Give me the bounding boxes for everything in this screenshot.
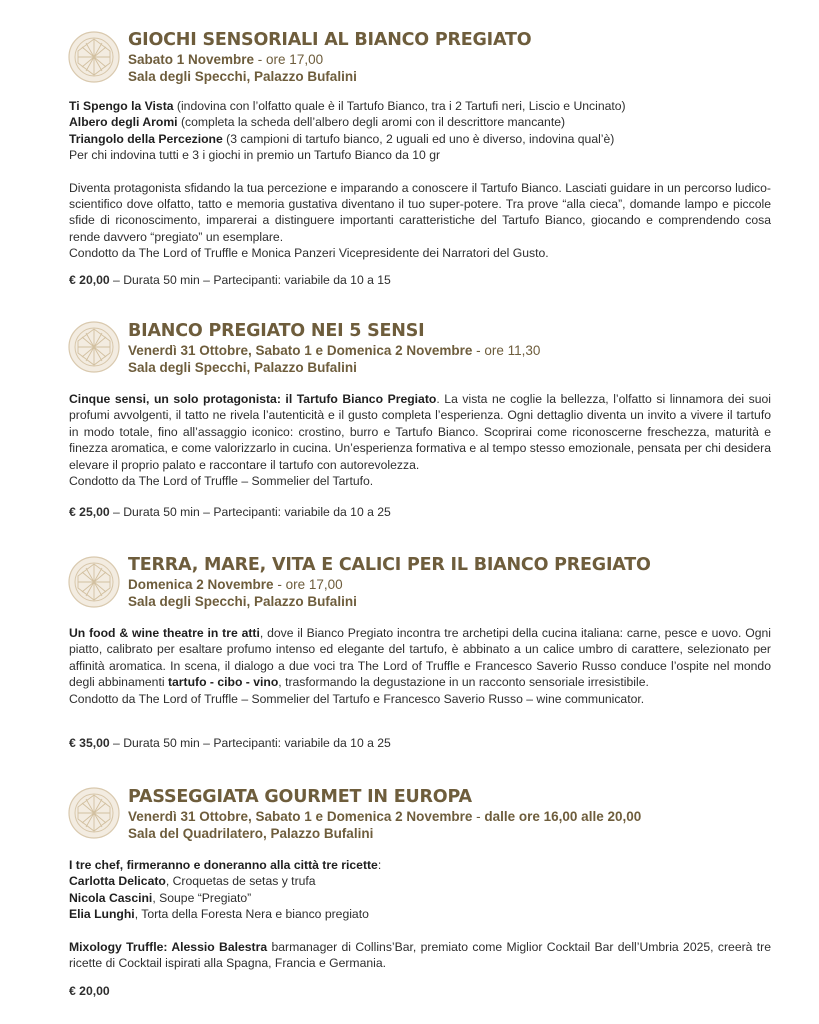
truffle-emblem-icon [68, 321, 120, 373]
event-date [128, 576, 779, 593]
event-time: ore 17,00 [266, 52, 324, 67]
mixology-lead: Mixology Truffle: Alessio Balestra [69, 939, 268, 954]
game-line [69, 131, 771, 147]
event-description: Diventa protagonista sfidando la tua percezione e imparando a conoscere il Tartufo Bianco. Lasciati guidare in un percorso ludico-scientifico dove olfatto, tatto e memoria gustativa diventano il tuo super-potere. Tra prove “alla cieca”, domande lampo e piccole sfide di riconoscimento, imparerai a distinguere importanti caratteristiche del Tartufo Bianco, giocando e comprendendo cosa rende davvero “pregiato” un esemplare. [69, 180, 771, 244]
game-desc: (3 campioni di tartufo bianco, 2 uguali ed uno è diverso, indovina qual’è) [222, 131, 615, 146]
event-venue: Sala degli Specchi, Palazzo Bufalini [128, 594, 357, 609]
truffle-emblem-icon [68, 787, 120, 839]
chef-line [69, 873, 771, 889]
game-name: Albero degli Aromi [69, 115, 178, 130]
chefs-intro-end: : [377, 858, 382, 872]
event-description [69, 625, 771, 691]
chef-name: Nicola Cascini [69, 890, 153, 905]
game-name: Triangolo della Percezione [69, 131, 223, 146]
game-desc: (indovina con l’olfatto quale è il Tartufo Bianco, tra i 2 Tartufi neri, Liscio e Uncinato) [173, 99, 626, 113]
event-date-separator: - [273, 577, 286, 592]
chefs-intro-text: I tre chef, firmeranno e doneranno alla città tre ricette [69, 858, 378, 872]
event-price-line [69, 273, 391, 287]
event-title: TERRA, MARE, VITA E CALICI PER IL BIANCO PREGIATO [128, 555, 651, 575]
mixology-line [69, 939, 771, 972]
event-details: – Durata 50 min – Partecipanti: variabile da 10 a 25 [109, 505, 391, 519]
event-title: GIOCHI SENSORIALI AL BIANCO PREGIATO [128, 30, 532, 50]
event-price-line [69, 736, 391, 750]
event-description [69, 391, 771, 473]
truffle-emblem-icon [68, 556, 120, 608]
event-title: PASSEGGIATA GOURMET IN EUROPA [128, 787, 472, 807]
event-date-separator: - [472, 809, 485, 824]
event-host: Condotto da The Lord of Truffle e Monica Panzeri Vicepresidente dei Narratori del Gusto. [69, 246, 549, 261]
event-emphasis: tartufo - cibo - vino [167, 675, 279, 690]
event-price: € 20,00 [69, 984, 110, 998]
event-details: – Durata 50 min – Partecipanti: variabile da 10 a 15 [109, 273, 391, 287]
chef-line [69, 906, 771, 922]
event-price-line [69, 984, 110, 998]
truffle-emblem-icon [68, 31, 120, 83]
event-time: dalle ore 16,00 alle 20,00 [484, 809, 642, 824]
chef-name: Elia Lunghi [69, 907, 135, 922]
chef-line [69, 890, 771, 906]
chefs-intro [69, 857, 771, 873]
event-header [128, 320, 779, 376]
event-date-days: Domenica 2 Novembre [128, 577, 274, 592]
event-header [128, 29, 779, 85]
event-time: ore 17,00 [285, 577, 343, 592]
game-name: Ti Spengo la Vista [69, 99, 174, 113]
event-details: – Durata 50 min – Partecipanti: variabile da 10 a 25 [109, 736, 391, 750]
event-header [128, 786, 779, 842]
event-title: BIANCO PREGIATO NEI 5 SENSI [128, 321, 425, 341]
event-time: ore 11,30 [484, 343, 541, 358]
event-body [69, 625, 771, 707]
event-date [128, 808, 779, 825]
event-date-days: Sabato 1 Novembre [128, 52, 255, 67]
event-host: Condotto da The Lord of Truffle – Sommelier del Tartufo. [69, 474, 374, 489]
event-lead: Un food & wine theatre in tre atti [69, 626, 260, 640]
event-host: Condotto da The Lord of Truffle – Sommelier del Tartufo e Francesco Saverio Russo – wine communicator. [69, 691, 645, 706]
chef-dish: , Torta della Foresta Nera e bianco pregiato [134, 907, 369, 922]
event-price: € 35,00 [69, 736, 110, 750]
event-date-days: Venerdì 31 Ottobre, Sabato 1 e Domenica 2 Novembre [128, 343, 473, 358]
event-venue: Sala degli Specchi, Palazzo Bufalini [128, 360, 357, 375]
chef-name: Carlotta Delicato [69, 874, 166, 889]
game-desc: (completa la scheda dell’albero degli aromi con il descrittore mancante) [177, 115, 566, 130]
event-date-separator: - [254, 52, 267, 67]
event-date [128, 51, 779, 68]
event-venue: Sala del Quadrilatero, Palazzo Bufalini [128, 826, 374, 841]
event-description-end: , trasformando la degustazione in un racconto sensoriale irresistibile. [278, 675, 649, 690]
event-venue: Sala degli Specchi, Palazzo Bufalini [128, 69, 357, 84]
mixology-text: barmanager di Collins’Bar, premiato come Miglior Cocktail Bar dell’Umbria 2025, creerà tre ricette di Cocktail ispirati alla Spagna, Francia e Germania. [69, 939, 771, 971]
event-price: € 20,00 [69, 273, 110, 287]
event-lead: Cinque sensi, un solo protagonista: il Tartufo Bianco Pregiato [69, 392, 437, 406]
event-date-separator: - [472, 343, 485, 358]
chef-dish: , Soupe “Pregiato” [152, 890, 252, 905]
game-line [69, 114, 771, 130]
event-body [69, 857, 771, 971]
event-description-text: , dove il Bianco Pregiato incontra tre archetipi della cucina italiana: carne, pesce e uovo. Ogni piatto, calibrato per esaltare profumo intenso ed elegante del tartufo, è abbinato a un calice umbro di carattere, selezionato per affinità aromatica. In scena, il dialogo a due voci tra The Lord of Truffle e Francesco Saverio Russo conduce l’ospite nel mondo degli abbinamenti [69, 626, 772, 690]
event-date-days: Venerdì 31 Ottobre, Sabato 1 e Domenica 2 Novembre [128, 809, 473, 824]
event-price: € 25,00 [69, 505, 110, 519]
event-header [128, 554, 779, 610]
event-body [69, 391, 771, 489]
game-line [69, 98, 771, 114]
event-body [69, 98, 771, 262]
event-price-line [69, 505, 391, 519]
event-description-text: . La vista ne coglie la bellezza, l’olfatto si linnamora dei suoi profumi avvolgenti, il tatto ne rivela l’autenticità e il gusto completa l’esperienza. Ogni dettaglio diventa un invito a vivere il tartufo in modo totale, fino all’assaggio iconico: crostino, burro e Tartufo Bianco. Scoprirai come riconoscerne freschezza, maturità e finezza aromatica, e come valorizzarlo in cucina. Un’esperienza formativa e al tempo stesso emozionale, pensata per chi desidera elevare il proprio palato e raccontare il tartufo con autorevolezza. [69, 392, 771, 472]
chef-dish: , Croquetas de setas y trufa [165, 874, 316, 889]
event-date [128, 342, 779, 359]
prize-line: Per chi indovina tutti e 3 i giochi in premio un Tartufo Bianco da 10 gr [69, 148, 441, 163]
